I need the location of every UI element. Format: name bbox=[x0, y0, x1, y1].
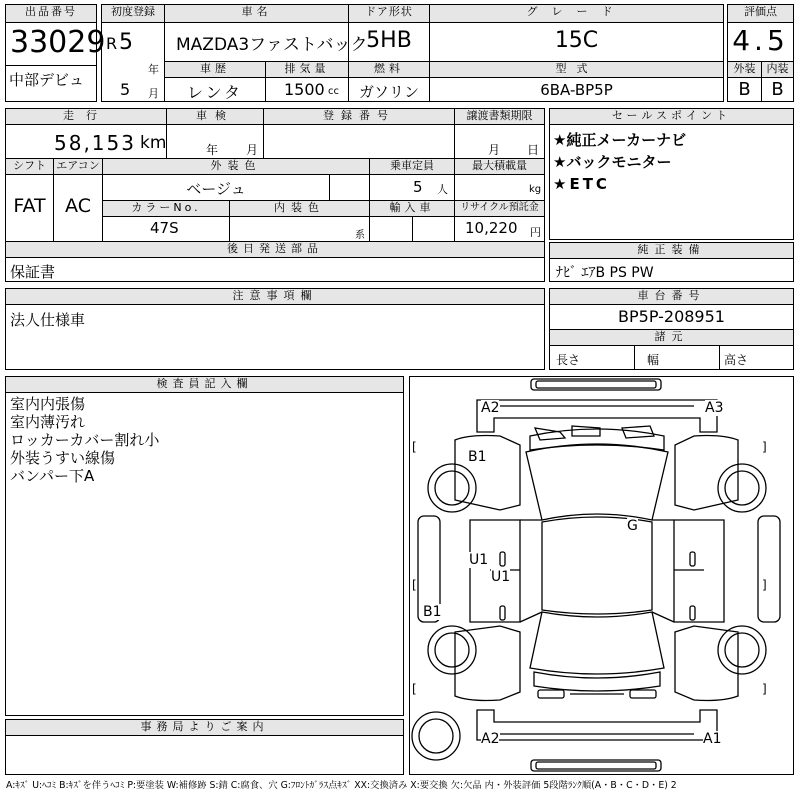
score-value: 4.5 bbox=[732, 24, 789, 57]
door-label: ドア形状 bbox=[349, 5, 429, 22]
color-value: ベージュ bbox=[186, 180, 246, 198]
bracket-left-top: [ bbox=[412, 440, 417, 454]
fuel-value: ガソリン bbox=[358, 83, 419, 101]
equipment-value: ﾅﾋﾞ ｴｱB PS PW bbox=[556, 265, 654, 281]
inspection-month-unit: 月 bbox=[246, 143, 259, 157]
mileage-label: 走行 bbox=[6, 109, 166, 124]
shift-label: シフト bbox=[6, 159, 53, 174]
sales-title: セールスポイント bbox=[550, 109, 793, 124]
reg-month: 5 bbox=[120, 80, 131, 99]
dims-height: 高さ bbox=[724, 353, 749, 367]
docs-label: 譲渡書類期限 bbox=[455, 109, 544, 124]
caution-value: 法人仕様車 bbox=[10, 311, 86, 329]
capacity-unit: 人 bbox=[437, 183, 448, 196]
displacement-value: 1500 bbox=[284, 80, 325, 99]
score-label: 評価点 bbox=[728, 5, 793, 22]
bracket-left-bottom: [ bbox=[412, 682, 417, 696]
shift-value: FAT bbox=[13, 195, 46, 217]
docs-month-unit: 月 bbox=[488, 143, 501, 157]
displacement-label: 排気量 bbox=[266, 62, 348, 77]
bracket-left-mid: [ bbox=[412, 578, 417, 592]
bracket-right-bottom: ] bbox=[762, 682, 767, 696]
caution-title: 注意事項欄 bbox=[6, 289, 544, 304]
ext-label: 外装 bbox=[728, 62, 761, 77]
fuel-label: 燃料 bbox=[349, 62, 429, 77]
inspector-note-4: 外装うすい線傷 bbox=[10, 449, 116, 467]
damage-mark: A3 bbox=[705, 400, 724, 416]
damage-mark: U1 bbox=[469, 552, 489, 568]
model-value: 6BA-BP5P bbox=[540, 81, 613, 99]
dims-width: 幅 bbox=[647, 353, 660, 367]
lot-label: 出品番号 bbox=[6, 5, 96, 22]
office-title: 事務局よりご案内 bbox=[6, 720, 403, 735]
region: 中部デビュ bbox=[9, 71, 85, 89]
door-type: 5HB bbox=[366, 28, 412, 53]
damage-mark: U1 bbox=[491, 569, 511, 585]
import-label: 輸入車 bbox=[370, 201, 454, 216]
lot-number: 33029 bbox=[10, 25, 106, 60]
ext-grade: B bbox=[738, 79, 751, 100]
inspection-label: 車検 bbox=[167, 109, 263, 124]
interior-unit: 系 bbox=[355, 230, 365, 241]
grade-label: グレード bbox=[430, 5, 723, 22]
reg-year: 5 bbox=[119, 30, 133, 55]
dims-length: 長さ bbox=[556, 353, 581, 367]
yen-unit: 円 bbox=[530, 226, 541, 239]
grade-value: 15C bbox=[554, 28, 599, 53]
damage-mark: G bbox=[627, 518, 638, 534]
history-value: レンタ bbox=[187, 83, 243, 102]
recycle-value: 10,220 bbox=[465, 219, 518, 237]
color-no-value: 47S bbox=[150, 219, 179, 237]
inspector-note-1: 室内内張傷 bbox=[10, 395, 86, 413]
cc-unit: cc bbox=[328, 86, 339, 97]
sales-point-2: ★バックモニター bbox=[553, 153, 672, 171]
name-label: 車名 bbox=[165, 5, 348, 22]
bracket-right-mid: ] bbox=[762, 578, 767, 592]
inspector-note-3: ロッカーカバー割れ小 bbox=[10, 431, 160, 449]
mileage-value: 58,153 bbox=[54, 131, 136, 155]
equipment-title: 純正装備 bbox=[550, 243, 793, 258]
inspector-note-2: 室内薄汚れ bbox=[10, 413, 86, 431]
model-label: 型式 bbox=[430, 62, 723, 77]
int-grade: B bbox=[771, 79, 784, 100]
docs-day-unit: 日 bbox=[527, 143, 540, 157]
damage-mark: A2 bbox=[481, 400, 500, 416]
load-unit: kg bbox=[529, 184, 542, 195]
dims-title: 諸元 bbox=[550, 330, 793, 345]
capacity-label: 乗車定員 bbox=[370, 159, 454, 174]
damage-mark: B1 bbox=[468, 449, 487, 465]
damage-mark: A2 bbox=[481, 731, 500, 747]
inspector-title: 検査員記入欄 bbox=[6, 377, 403, 392]
damage-mark: B1 bbox=[423, 604, 442, 620]
ac-value: AC bbox=[65, 195, 91, 217]
interior-color-label: 内装色 bbox=[230, 201, 369, 216]
inspection-year-unit: 年 bbox=[206, 143, 219, 157]
chassis-number: BP5P-208951 bbox=[618, 307, 725, 326]
year-unit: 年 bbox=[148, 63, 159, 76]
sales-point-3: ★ETC bbox=[553, 175, 610, 193]
color-label: 外装色 bbox=[103, 159, 369, 174]
later-parts-value: 保証書 bbox=[10, 263, 56, 281]
history-label: 車歴 bbox=[165, 62, 265, 77]
month-unit: 月 bbox=[148, 87, 159, 100]
ac-label: エアコン bbox=[54, 159, 102, 174]
era: R bbox=[106, 34, 118, 53]
load-label: 最大積載量 bbox=[455, 159, 544, 174]
recycle-label: リサイクル預託金 bbox=[455, 201, 544, 216]
color-no-label: カラーNo. bbox=[103, 201, 229, 216]
km-unit: km bbox=[140, 133, 167, 153]
inspector-note-5: バンパー下A bbox=[10, 467, 95, 485]
later-parts-label: 後日発送部品 bbox=[6, 242, 544, 257]
sales-point-1: ★純正メーカーナビ bbox=[553, 131, 687, 149]
car-name: MAZDA3ファストバック bbox=[176, 35, 368, 55]
legend: A:ｷｽﾞ U:ﾍｺﾐ B:ｷｽﾞを伴うﾍｺﾐ P:要塗装 W:補修跡 S:錆 C:腐食、穴 G:ﾌﾛﾝﾄｶﾞﾗｽ点ｷｽﾞ XX:交換済み X:要交換 欠:欠品 内・外装評価 5段階ﾗﾝｸ順(A・B・C・D・E) 2 bbox=[6, 780, 677, 791]
capacity-value: 5 bbox=[413, 178, 423, 196]
chassis-title: 車台番号 bbox=[550, 289, 793, 304]
plate-label: 登録番号 bbox=[264, 109, 454, 124]
bracket-right-top: ] bbox=[762, 440, 767, 454]
int-label: 内装 bbox=[762, 62, 793, 77]
damage-mark: A1 bbox=[703, 731, 722, 747]
reg-label: 初度登録 bbox=[102, 5, 164, 22]
